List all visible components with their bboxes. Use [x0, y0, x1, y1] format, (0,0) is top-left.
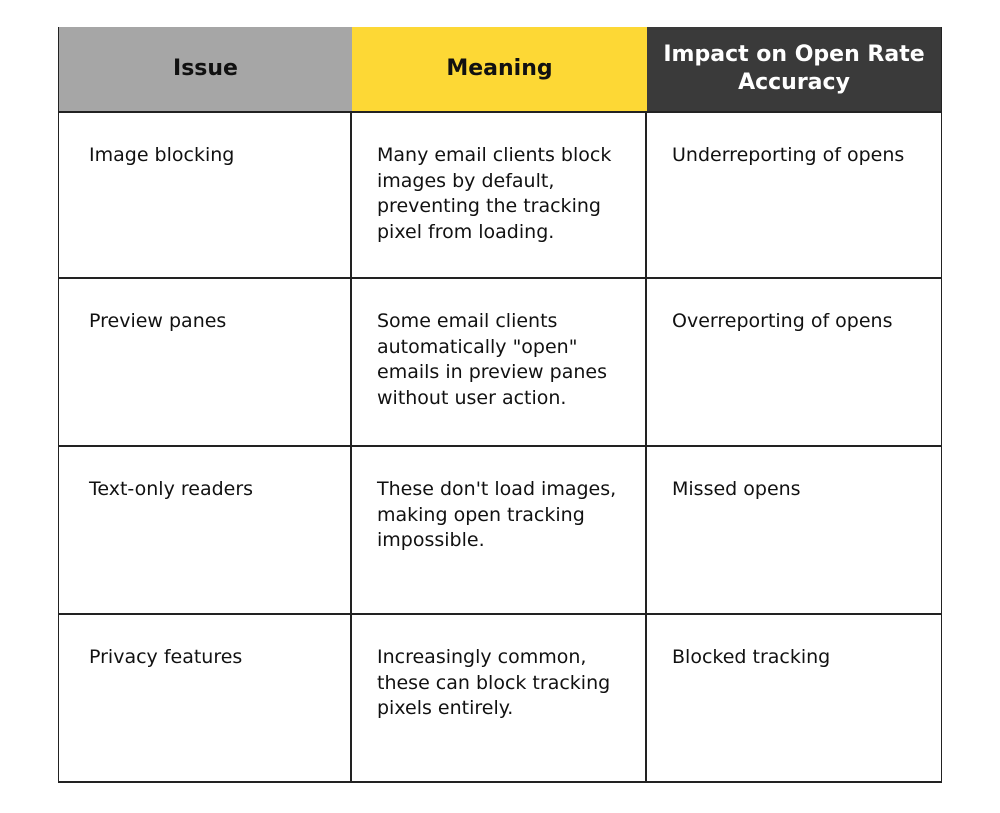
table-cell-impact	[647, 447, 942, 615]
header-meaning-label: Meaning	[446, 56, 553, 81]
meaning-text: These don't load images, making open tracking impossible.	[377, 478, 617, 551]
issue-text: Preview panes	[89, 310, 227, 332]
issue-text: Image blocking	[89, 144, 235, 166]
header-meaning	[352, 27, 647, 111]
table-cell-meaning	[352, 279, 647, 447]
impact-text: Overreporting of opens	[672, 310, 893, 332]
meaning-text: Many email clients block images by default, preventing the tracking pixel from loading.	[377, 144, 612, 243]
impact-text: Blocked tracking	[672, 646, 831, 668]
impact-text: Missed opens	[672, 478, 801, 500]
impact-text: Underreporting of opens	[672, 144, 905, 166]
table-cell-impact	[647, 615, 942, 783]
issue-text: Privacy features	[89, 646, 243, 668]
header-issue	[58, 27, 352, 111]
header-impact-label: Impact on Open Rate Accuracy	[663, 42, 925, 95]
table-cell-impact	[647, 279, 942, 447]
table-cell-issue	[58, 447, 352, 615]
table-cell-issue	[58, 279, 352, 447]
table-cell-meaning	[352, 447, 647, 615]
table-cell-meaning	[352, 615, 647, 783]
table-cell-issue	[58, 111, 352, 279]
table-cell-impact	[647, 111, 942, 279]
meaning-text: Some email clients automatically "open" emails in preview panes without user action.	[377, 310, 607, 409]
header-issue-label: Issue	[173, 56, 238, 81]
table-cell-meaning	[352, 111, 647, 279]
issue-text: Text-only readers	[89, 478, 254, 500]
table-cell-issue	[58, 615, 352, 783]
comparison-table	[58, 27, 942, 783]
meaning-text: Increasingly common, these can block tracking pixels entirely.	[377, 646, 611, 719]
header-impact	[647, 27, 942, 111]
